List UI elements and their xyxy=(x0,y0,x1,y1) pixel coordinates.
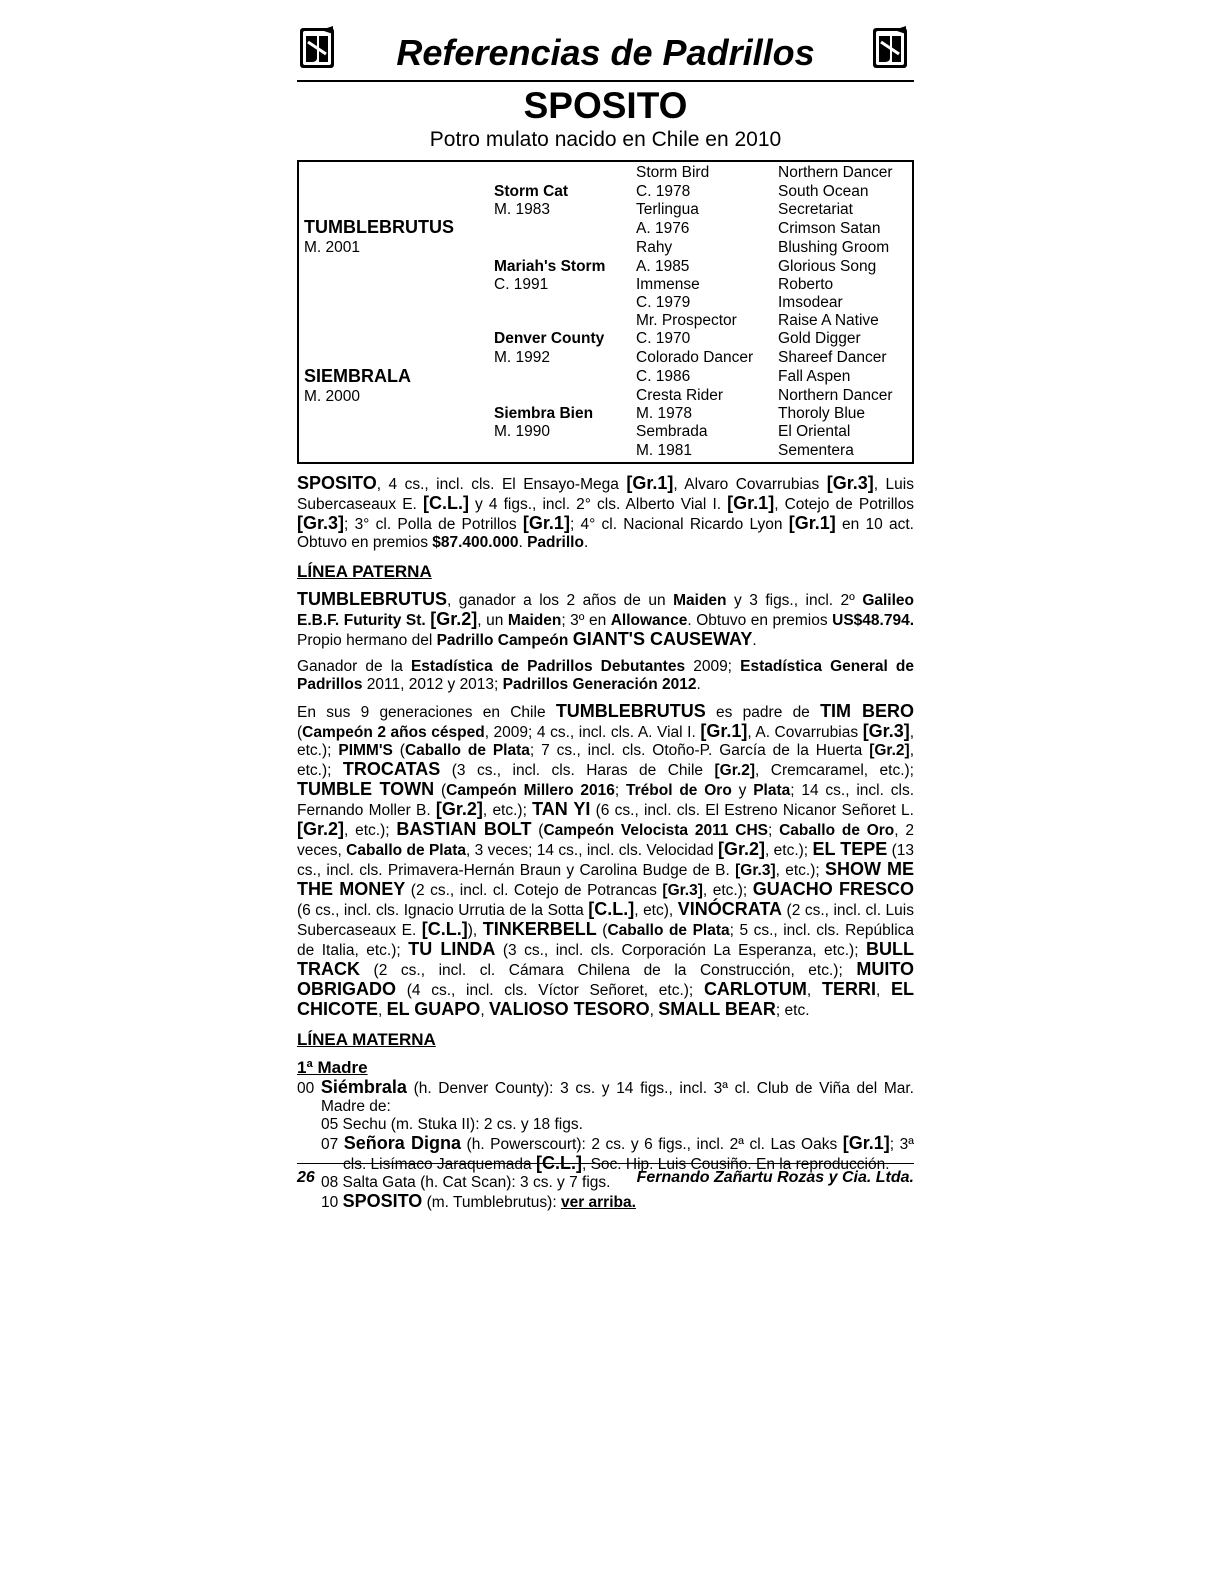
pedigree-sire: TUMBLEBRUTUS xyxy=(304,217,454,237)
grade-label: [Gr.2] xyxy=(435,799,483,819)
pedigree-gen4: Roberto xyxy=(778,276,834,293)
pedigree-gen4: Fall Aspen xyxy=(778,368,851,385)
pedigree-gen3: Colorado Dancer xyxy=(636,349,754,366)
grade-label: [Gr.2] xyxy=(297,819,345,839)
pedigree-gen4: El Oriental xyxy=(778,423,851,440)
pedigree-gen3: C. 1978 xyxy=(636,183,691,200)
pedigree-gen4: Thoroly Blue xyxy=(778,405,866,422)
entry-text: ; 3ª cls. Lisímaco Jaraquemada xyxy=(343,1136,914,1173)
summary-text: , Alvaro Covarrubias xyxy=(673,476,827,493)
race-label: Maiden xyxy=(507,612,562,629)
horse-name-inline: GIANT'S CAUSEWAY xyxy=(572,629,753,649)
paragraph-text: ), xyxy=(467,922,483,939)
grade-label: [C.L.] xyxy=(535,1153,582,1173)
summary-text: , Luis Subercaseaux E. xyxy=(297,476,914,513)
paragraph-text: (6 cs., incl. cls. Ignacio Urrutia de la Sotta xyxy=(297,902,589,919)
race-label: Galileo E.B.F. Futurity St. xyxy=(297,592,914,629)
summary-text: ; 4° cl. Nacional Ricardo Lyon xyxy=(569,516,789,533)
pedigree-gen2-detail: C. 1991 xyxy=(494,276,549,293)
prize-amount: $87.400.000 xyxy=(432,534,519,551)
pedigree-gen4: Northern Dancer xyxy=(778,387,893,404)
paragraph-text: Propio hermano del xyxy=(297,632,437,649)
race-summary xyxy=(297,474,914,552)
horse-name-inline: TU LINDA xyxy=(408,939,496,959)
paragraph-text: (2 cs., incl. cl. Luis Subercaseaux E. xyxy=(297,902,914,939)
pedigree-gen3: Immense xyxy=(636,276,700,293)
pedigree-dam: SIEMBRALA xyxy=(304,366,411,386)
paragraph-text: ( xyxy=(392,742,405,759)
grade-label: [Gr.3] xyxy=(735,862,776,879)
grade-label: [Gr.1] xyxy=(727,493,775,513)
paragraph-text: , etc.); xyxy=(297,724,915,759)
pedigree-gen4: Crimson Satan xyxy=(778,220,881,237)
pedigree-gen3: Terlingua xyxy=(636,201,699,218)
pedigree-sire-detail: M. 2001 xyxy=(304,239,361,256)
grade-label: [Gr.2] xyxy=(717,839,765,859)
prize-amount: US$48.794. xyxy=(832,612,915,629)
footer-company: Fernando Zañartu Rozas y Cia. Ltda. xyxy=(636,1169,914,1186)
paragraph-text: (2 cs., incl. cl. Cámara Chilena de la Construcción, etc.); xyxy=(360,962,857,979)
paragraph-text: (3 cs., incl. cls. Haras de Chile xyxy=(440,762,715,779)
paragraph-text: ; xyxy=(614,782,626,799)
horse-name-inline: VALIOSO TESORO xyxy=(488,999,650,1019)
summary-text: ; 3° cl. Polla de Potrillos xyxy=(344,516,523,533)
produce-entry xyxy=(297,1116,914,1134)
paragraph-text: , etc), xyxy=(634,902,678,919)
horse-name-inline: GUACHO FRESCO xyxy=(752,879,914,899)
pedigree-dam-detail: M. 2000 xyxy=(304,388,361,405)
entry-text: (h. Denver County): 3 cs. y 14 figs., incl. 3ª cl. Club de Viña del Mar. Madre de: xyxy=(321,1080,914,1115)
paragraph-text: ; 3º en xyxy=(561,612,611,629)
paragraph-text: , Cremcaramel, etc.); xyxy=(755,762,914,779)
horse-name-inline: TUMBLEBRUTUS xyxy=(555,701,706,721)
pedigree-gen3: C. 1979 xyxy=(636,294,691,311)
horse-name-inline: TAN YI xyxy=(532,799,591,819)
award-label: Campeón Velocista 2011 CHS xyxy=(543,822,768,839)
pedigree-gen3: Cresta Rider xyxy=(636,387,723,404)
paragraph-text: , ganador a los 2 años de un xyxy=(447,592,674,609)
pedigree-gen2-detail: M. 1983 xyxy=(494,201,551,218)
produce-entry xyxy=(297,1134,914,1174)
paragraph-text: (2 cs., incl. cl. Cotejo de Potrancas xyxy=(405,882,663,899)
paragraph-text: , A. Covarrubias xyxy=(747,724,863,741)
stat-label: Estadística de Padrillos Debutantes xyxy=(410,658,686,675)
horse-name-inline: BULL TRACK xyxy=(297,939,914,979)
grade-label: [C.L.] xyxy=(421,919,468,939)
summary-text: . xyxy=(583,534,589,551)
entry-text: 08 Salta Gata (h. Cat Scan): 3 cs. y 7 figs. xyxy=(321,1174,611,1191)
paragraph-text: ; 7 cs., incl. cls. Otoño-P. García de la Huerta xyxy=(529,742,870,759)
pedigree-gen3: Sembrada xyxy=(636,423,708,440)
pedigree-gen4: Raise A Native xyxy=(778,312,879,329)
award-label: Campeón Millero 2016 xyxy=(446,782,615,799)
race-label: Maiden xyxy=(673,592,727,609)
stat-label: Padrillos Generación 2012 xyxy=(502,676,697,693)
pedigree-gen2-detail: M. 1990 xyxy=(494,423,551,440)
stats-paragraph xyxy=(297,658,914,694)
pedigree-gen4: Shareef Dancer xyxy=(778,349,887,366)
pedigree-gen4: Gold Digger xyxy=(778,330,861,347)
paragraph-text: ( xyxy=(297,724,303,741)
produce-name: SPOSITO xyxy=(342,1191,423,1211)
pedigree-gen4: Northern Dancer xyxy=(778,164,893,181)
award-label: Caballo de Plata xyxy=(346,842,466,859)
paragraph-text: (13 cs., incl. cls. Primavera-Hernán Braun y Carolina Budge de B. xyxy=(297,842,914,879)
paragraph-text: , xyxy=(806,982,822,999)
page-number: 26 xyxy=(297,1169,315,1186)
horse-name-inline: VINÓCRATA xyxy=(677,899,783,919)
horse-name-inline: TROCATAS xyxy=(342,759,441,779)
pedigree-gen3: A. 1985 xyxy=(636,258,690,275)
paragraph-text: ; 5 cs., incl. cls. República de Italia, etc.); xyxy=(297,922,915,959)
produce-entry xyxy=(297,1192,914,1212)
grade-label: [Gr.3] xyxy=(297,513,345,533)
horse-name-inline: TIM BERO xyxy=(820,701,914,721)
paragraph-text: , etc.); xyxy=(702,882,753,899)
grade-label: [Gr.1] xyxy=(626,473,674,493)
horse-name-inline: TINKERBELL xyxy=(482,919,597,939)
stallion-label: Padrillo Campeón xyxy=(436,632,569,649)
horse-name-inline: TERRI xyxy=(821,979,876,999)
summary-text: . xyxy=(518,534,528,551)
grade-label: [Gr.3] xyxy=(662,882,703,899)
pedigree-gen2-detail: M. 1992 xyxy=(494,349,551,366)
paragraph-text: En sus 9 generaciones en Chile xyxy=(297,704,556,721)
paragraph-text: 2011, 2012 y 2013; xyxy=(362,676,503,693)
entry-text: (m. Tumblebrutus): xyxy=(422,1194,561,1211)
horse-name-inline: BASTIAN BOLT xyxy=(396,819,532,839)
grade-label: [Gr.1] xyxy=(522,513,570,533)
grade-label: [Gr.2] xyxy=(869,742,910,759)
pedigree-gen2-name: Denver County xyxy=(494,330,605,347)
award-label: Caballo de Plata xyxy=(607,922,730,939)
sire-paragraph xyxy=(297,590,914,650)
paragraph-text: y xyxy=(731,782,754,799)
entry-year: 07 xyxy=(321,1136,344,1153)
paragraph-text: ( xyxy=(596,922,608,939)
paragraph-text: 2009; xyxy=(685,658,741,675)
entry-text: , Soc. Hip. Luis Cousiño. En la reproducción. xyxy=(581,1156,890,1173)
paragraph-text: , 3 veces; 14 cs., incl. cls. Velocidad xyxy=(466,842,718,859)
horse-name-inline: EL TEPE xyxy=(812,839,888,859)
header-title: Referencias de Padrillos xyxy=(396,32,815,73)
produce-name: Señora Digna xyxy=(343,1133,462,1153)
dam-name: Siémbrala xyxy=(320,1077,407,1097)
stat-label: Estadística General de Padrillos xyxy=(297,658,914,693)
grade-label: [Gr.1] xyxy=(842,1133,890,1153)
horse-name-inline: SHOW ME THE MONEY xyxy=(297,859,914,899)
grade-label: [C.L.] xyxy=(422,493,469,513)
paragraph-text: y 3 figs., incl. 2º xyxy=(726,592,863,609)
horse-name: SPOSITO xyxy=(523,85,688,126)
pedigree-gen4: Sementera xyxy=(778,442,854,459)
paragraph-text: (4 cs., incl. cls. Víctor Señoret, etc.); xyxy=(396,982,704,999)
paragraph-text: es padre de xyxy=(705,704,821,721)
pedigree-gen4: Imsodear xyxy=(778,294,843,311)
horse-name-inline: EL GUAPO xyxy=(386,999,481,1019)
pedigree-gen3: M. 1978 xyxy=(636,405,693,422)
paragraph-text: , etc.); xyxy=(775,862,825,879)
pedigree-gen4: South Ocean xyxy=(778,183,869,200)
grade-label: [Gr.1] xyxy=(788,513,836,533)
horse-name-inline: CARLOTUM xyxy=(703,979,807,999)
paragraph-text: Ganador de la xyxy=(297,658,411,675)
race-label: Allowance xyxy=(610,612,688,629)
paragraph-text: , etc.); xyxy=(482,802,533,819)
paragraph-text: . xyxy=(696,676,701,693)
pedigree-gen3: M. 1981 xyxy=(636,442,693,459)
paragraph-text: . Obtuvo en premios xyxy=(687,612,833,629)
grade-label: [Gr.2] xyxy=(430,609,478,629)
paragraph-text: ; etc. xyxy=(775,1002,810,1019)
pedigree-gen3: A. 1976 xyxy=(636,220,690,237)
paragraph-text: , etc.); xyxy=(765,842,813,859)
paragraph-text: , 2 veces, xyxy=(297,822,914,859)
award-label: Plata xyxy=(753,782,791,799)
paragraph-text: , un xyxy=(477,612,508,629)
pedigree-gen2-name: Siembra Bien xyxy=(494,405,594,422)
paragraph-text: ( xyxy=(434,782,447,799)
paragraph-text: , 2009; 4 cs., incl. cls. A. Vial I. xyxy=(484,724,701,741)
award-label: Caballo de Oro xyxy=(779,822,895,839)
pedigree-gen4: Blushing Groom xyxy=(778,239,890,256)
entry-year: 00 xyxy=(297,1080,321,1097)
paragraph-text: , xyxy=(378,1002,387,1019)
pedigree-gen2-name: Storm Cat xyxy=(494,183,569,200)
paragraph-text: , xyxy=(875,982,891,999)
pedigree-gen3: Mr. Prospector xyxy=(636,312,737,329)
entry-text: 05 Sechu (m. Stuka II): 2 cs. y 18 figs. xyxy=(321,1116,583,1133)
paragraph-text: ; 14 cs., incl. cls. Fernando Moller B. xyxy=(297,782,915,819)
pedigree-gen3: Rahy xyxy=(636,239,673,256)
progeny-paragraph xyxy=(297,702,914,1020)
summary-text: en 10 act. Obtuvo en premios xyxy=(297,516,914,551)
award-label: Trébol de Oro xyxy=(626,782,732,799)
summary-text: , Cotejo de Potrillos xyxy=(774,496,914,513)
first-dam-entry xyxy=(297,1078,914,1116)
grade-label: [Gr.1] xyxy=(700,721,748,741)
pedigree-table xyxy=(297,160,914,464)
summary-text: y 4 figs., incl. 2° cls. Alberto Vial I. xyxy=(468,496,728,513)
horse-name-inline: MUITO OBRIGADO xyxy=(297,959,914,999)
horse-name-inline: SPOSITO xyxy=(297,473,377,493)
page-header xyxy=(297,22,914,82)
grade-label: [Gr.3] xyxy=(862,721,910,741)
award-label: Campeón 2 años césped xyxy=(302,724,485,741)
pedigree-gen4: Secretariat xyxy=(778,201,853,218)
pedigree-gen3: Storm Bird xyxy=(636,164,710,181)
entry-text: (h. Powerscourt): 2 cs. y 6 figs., incl. 2ª cl. Las Oaks xyxy=(461,1136,843,1153)
paragraph-text: , etc.); xyxy=(297,742,915,779)
paragraph-text: (6 cs., incl. cls. El Estreno Nicanor Señoret L. xyxy=(590,802,914,819)
paragraph-text: ; xyxy=(767,822,780,839)
paragraph-text: . xyxy=(752,632,757,649)
see-above-link[interactable]: ver arriba. xyxy=(560,1194,636,1211)
stud-logo-icon xyxy=(870,24,910,70)
section-heading-paterna: LÍNEA PATERNA xyxy=(297,562,432,581)
paragraph-text: ( xyxy=(531,822,544,839)
paragraph-text: (3 cs., incl. cls. Corporación La Esperanza, etc.); xyxy=(495,942,866,959)
grade-label: [Gr.3] xyxy=(826,473,874,493)
summary-text: , 4 cs., incl. cls. El Ensayo-Mega xyxy=(376,476,627,493)
sire-name-inline: TUMBLEBRUTUS xyxy=(297,589,447,609)
horse-name-inline: TUMBLE TOWN xyxy=(297,779,435,799)
pedigree-gen3: C. 1970 xyxy=(636,330,691,347)
pedigree-gen4: Glorious Song xyxy=(778,258,877,275)
horse-name-inline: EL CHICOTE xyxy=(297,979,914,1019)
horse-name-inline: SMALL BEAR xyxy=(658,999,776,1019)
grade-label: [C.L.] xyxy=(588,899,635,919)
document-page xyxy=(297,22,914,1212)
stallion-label: Padrillo xyxy=(527,534,584,551)
paragraph-text: , etc.); xyxy=(344,822,397,839)
horse-subtitle: Potro mulato nacido en Chile en 2010 xyxy=(429,128,782,151)
entry-year: 10 xyxy=(321,1194,343,1211)
pedigree-gen2-name: Mariah's Storm xyxy=(494,258,606,275)
paragraph-text: , xyxy=(649,1002,659,1019)
horse-name-inline: PIMM'S xyxy=(338,742,393,759)
first-dam-heading: 1ª Madre xyxy=(297,1058,368,1077)
award-label: Caballo de Plata xyxy=(404,742,530,759)
grade-label: [Gr.2] xyxy=(714,762,755,779)
paragraph-text: , xyxy=(480,1002,489,1019)
pedigree-gen3: C. 1986 xyxy=(636,368,691,385)
section-heading-materna: LÍNEA MATERNA xyxy=(297,1030,436,1049)
